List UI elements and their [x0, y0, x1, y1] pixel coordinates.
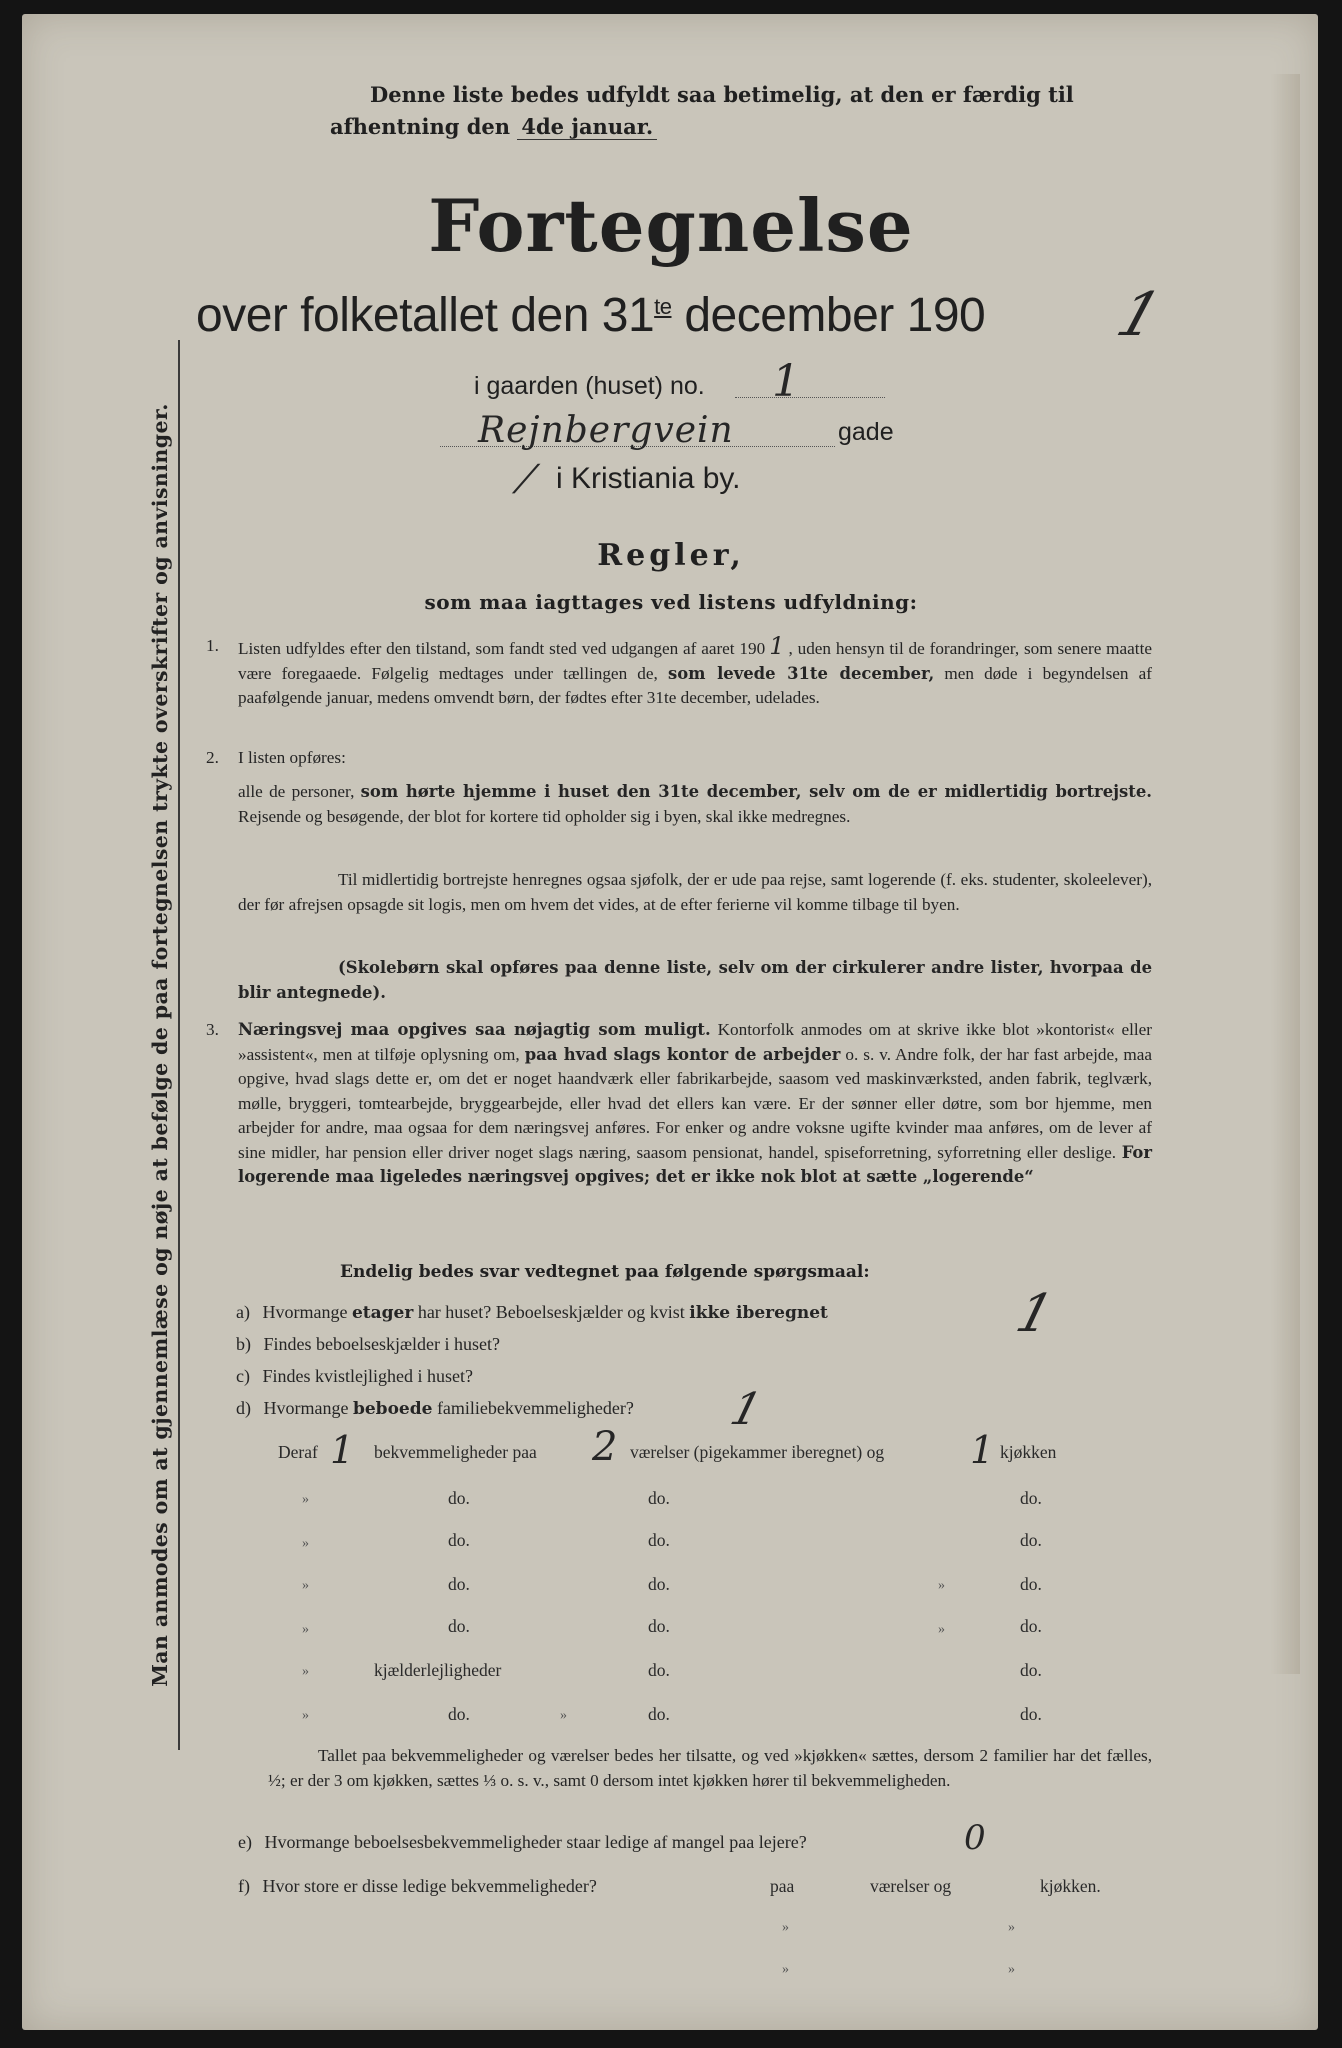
rule-1-part-a: Listen udfyldes efter den tilstand, som fandt sted ved udgangen af aaret 190 — [238, 639, 766, 658]
kjokken-answer-handwritten: 1 — [970, 1428, 995, 1472]
notice-line-2 — [330, 114, 657, 139]
vaerelser-answer-handwritten: 2 — [592, 1424, 618, 1470]
question-a — [236, 1302, 828, 1323]
rules-heading: Regler, — [597, 538, 745, 573]
form-title: Fortegnelse — [428, 183, 914, 268]
rule-3-number: 3. — [206, 1020, 219, 1039]
question-a-mid: har huset? Beboelseskjælder og kvist — [417, 1302, 685, 1322]
row-5-kjaelder: kjælderlejligheder — [374, 1660, 502, 1680]
f-row-2-quote: » — [782, 1920, 789, 1935]
question-b — [236, 1334, 500, 1355]
bekvemmeligheder-label: bekvemmeligheder paa — [374, 1442, 537, 1462]
question-d-label: d) — [236, 1398, 251, 1418]
sidebar-instruction: Man anmodes om at gjennemlæse og nøje at befølge de paa fortegnelsen trykte overskrifter og anvisninger. — [148, 403, 172, 1687]
deraf-answer-handwritten: 1 — [330, 1428, 355, 1472]
row-5-quote: » — [302, 1664, 309, 1679]
question-f-vaerelser: værelser og — [870, 1876, 952, 1896]
house-label: i gaarden (huset) no. — [474, 372, 705, 400]
question-d-mid: familiebekvemmeligheder? — [436, 1398, 634, 1418]
rule-3-part-b: o. s. v. Andre folk, der har fast arbejde, maa opgive, hvad slags dette er, om det er noget haandværk eller fabrikarbejde, saasom ved maskinværksted, anden fabrik, teglværk, mølle, bryggeri, tomtearbejde, bryggearbejde, eller hvad det ellers kan være. Er der sønner eller døtre, som bor hjemme, men arbejder for andre, maa ogsaa for dem næringsvej anføres. For enker og andre voksne ugifte kvinder maa anføres, om de lever af sine midler, har pension eller driver noget slags næring, saasom pensionat, handel, spiseforretning, syforretning eller deslige. — [238, 1044, 1153, 1162]
rule-1-number: 1. — [206, 636, 219, 655]
question-c-text: Findes kvistlejlighed i huset? — [262, 1366, 473, 1386]
row-1-do-3: do. — [1020, 1488, 1042, 1508]
row-1-quote: » — [302, 1492, 309, 1507]
row-3-quote-2: » — [938, 1578, 945, 1593]
answer-a-handwritten: 1 — [1009, 1284, 1060, 1344]
rule-3-text — [238, 1018, 1152, 1190]
question-b-label: b) — [236, 1334, 251, 1354]
question-d — [236, 1398, 634, 1419]
form-subtitle — [196, 288, 985, 343]
rule-1-bold: som levede 31te december, — [668, 663, 935, 683]
question-b-text: Findes beboelseskjælder i huset? — [263, 1334, 500, 1354]
row-2-quote: » — [302, 1536, 309, 1551]
question-d-pre: Hvormange — [263, 1398, 349, 1418]
rule-2-schoolchildren-note: (Skolebørn skal opføres paa denne liste, selv om der cirkulerer andre lister, hvorpaa de blir antegnede). — [238, 958, 1152, 1002]
row-2-do-3: do. — [1020, 1530, 1042, 1550]
year-handwritten: 1 — [1108, 280, 1170, 350]
subtitle-suffix: december 190 — [684, 289, 986, 342]
rule-2-text — [238, 780, 1152, 829]
rule-3-part-a: Kontorfolk anmodes om at skrive ikke blot »kontorist« eller »assistent«, men at tilføje oplysning om, — [238, 1020, 1152, 1064]
row-4-quote: » — [302, 1622, 309, 1637]
notice-line-1: Denne liste bedes udfyldt saa betimelig, at den er færdig til — [370, 82, 1074, 107]
subtitle-superscript: te — [654, 294, 672, 319]
notice-date: 4de januar. — [517, 114, 657, 140]
rule-1-part-c: men døde i begyndelsen af paafølgende januar, medens omvendt børn, der fødtes efter 31te december, udelades. — [238, 663, 1153, 707]
row-4-do-2: do. — [648, 1616, 670, 1636]
f-row-3-quote: » — [782, 1962, 789, 1977]
question-f-label: f) — [238, 1876, 250, 1896]
question-a-bold-2: ikke iberegnet — [689, 1303, 828, 1323]
row-6-quote: » — [302, 1708, 309, 1723]
row-2-do-2: do. — [648, 1530, 670, 1550]
question-a-label: a) — [236, 1302, 250, 1322]
question-d-bold: beboede — [352, 1399, 433, 1419]
rule-2-paragraph-2: Til midlertidig bortrejste henregnes ogsaa sjøfolk, der er ude paa rejse, samt logerende (f. eks. studenter, skoleelever), der før afrejsen opsagde sit logis, men om hvem det vides, at de efter ferierne vil komme tilbage til byen. — [238, 870, 1152, 914]
row-3-quote: » — [302, 1578, 309, 1593]
question-f-kjokken: kjøkken. — [1040, 1876, 1101, 1896]
question-e-label: e) — [238, 1832, 252, 1852]
notice-prefix: afhentning den — [330, 114, 511, 139]
f-row-2-quote-2: » — [1008, 1920, 1015, 1935]
row-2-do-1: do. — [448, 1530, 470, 1550]
row-6-do-1: do. — [448, 1704, 470, 1724]
rule-3-bold-1: Næringsvej maa opgives saa nøjagtig som muligt. — [238, 1020, 711, 1039]
row-3-do-3: do. — [1020, 1574, 1042, 1594]
rule-1-year-handwritten: 1 — [769, 632, 785, 660]
row-5-do-2: do. — [648, 1660, 670, 1680]
rule-2-paragraph-3 — [238, 956, 1152, 1005]
house-number-handwritten: 1 — [772, 356, 800, 407]
answer-e-handwritten: 0 — [964, 1818, 986, 1858]
row-4-do-3: do. — [1020, 1616, 1042, 1636]
street-handwritten: Rejnbergvein — [478, 410, 734, 451]
house-number-line — [735, 397, 885, 398]
street-suffix: gade — [838, 418, 894, 446]
deraf-label: Deraf — [278, 1442, 318, 1462]
answer-d-handwritten: 1 — [725, 1384, 767, 1435]
city-slash-handwritten: / — [512, 458, 540, 499]
vaerelser-label: værelser (pigekammer iberegnet) og — [630, 1442, 885, 1462]
question-c — [236, 1366, 473, 1387]
kjokken-label: kjøkken — [1000, 1442, 1057, 1462]
question-f — [238, 1876, 597, 1897]
f-row-3-quote-2: » — [1008, 1962, 1015, 1977]
paper-edge-shading — [1270, 74, 1300, 1674]
question-f-text: Hvor store er disse ledige bekvemmeligheder? — [262, 1876, 597, 1896]
row-4-do-1: do. — [448, 1616, 470, 1636]
row-6-do-2: do. — [648, 1704, 670, 1724]
kitchen-footnote: Tallet paa bekvemmeligheder og værelser bedes her tilsatte, og ved »kjøkken« sættes, dersom 2 familier har det fælles, ½; er der 3 om kjøkken, sættes ⅓ o. s. v., samt 0 dersom intet kjøkken hører til bekvemmeligheden. — [268, 1746, 1152, 1790]
question-c-label: c) — [236, 1366, 250, 1386]
rule-3-bold-3: For logerende maa ligeledes næringsvej opgives; det er ikke nok blot at sætte „logerende“ — [238, 1142, 1152, 1186]
rule-2-heading: I listen opføres: — [238, 748, 346, 767]
question-a-bold: etager — [351, 1303, 414, 1323]
questions-intro: Endelig bedes svar vedtegnet paa følgende spørgsmaal: — [340, 1262, 870, 1282]
subtitle-prefix: over folketallet den 31 — [196, 289, 655, 342]
rules-subheading: som maa iagttages ved listens udfyldning: — [424, 590, 918, 614]
row-6-quote-2: » — [560, 1708, 567, 1723]
city-line: i Kristiania by. — [556, 462, 741, 495]
rule-2-bold: som hørte hjemme i huset den 31te december, selv om de er midlertidig bortrejste. — [360, 782, 1152, 801]
row-3-do-2: do. — [648, 1574, 670, 1594]
question-a-pre: Hvormange — [262, 1302, 348, 1322]
rule-2-number: 2. — [206, 748, 219, 767]
question-e — [238, 1832, 807, 1853]
row-6-do-3: do. — [1020, 1704, 1042, 1724]
rule-3-bold-2: paa hvad slags kontor de arbejder — [524, 1044, 841, 1064]
row-3-do-1: do. — [448, 1574, 470, 1594]
rule-2-part-a: alle de personer, — [238, 782, 355, 801]
question-e-text: Hvormange beboelsesbekvemmeligheder staar ledige af mangel paa lejere? — [264, 1832, 807, 1852]
row-1-do-1: do. — [448, 1488, 470, 1508]
row-4-quote-2: » — [938, 1622, 945, 1637]
rule-1-text — [238, 634, 1152, 711]
question-f-paa: paa — [770, 1876, 795, 1896]
row-1-do-2: do. — [648, 1488, 670, 1508]
rule-1-part-b: , uden hensyn til de forandringer, som senere maatte være foregaaede. Følgelig medtages under tællingen de, — [238, 639, 1152, 683]
rule-2-part-b: Rejsende og besøgende, der blot for kortere tid opholder sig i byen, skal ikke medregnes. — [238, 806, 851, 826]
row-5-do-3: do. — [1020, 1660, 1042, 1680]
